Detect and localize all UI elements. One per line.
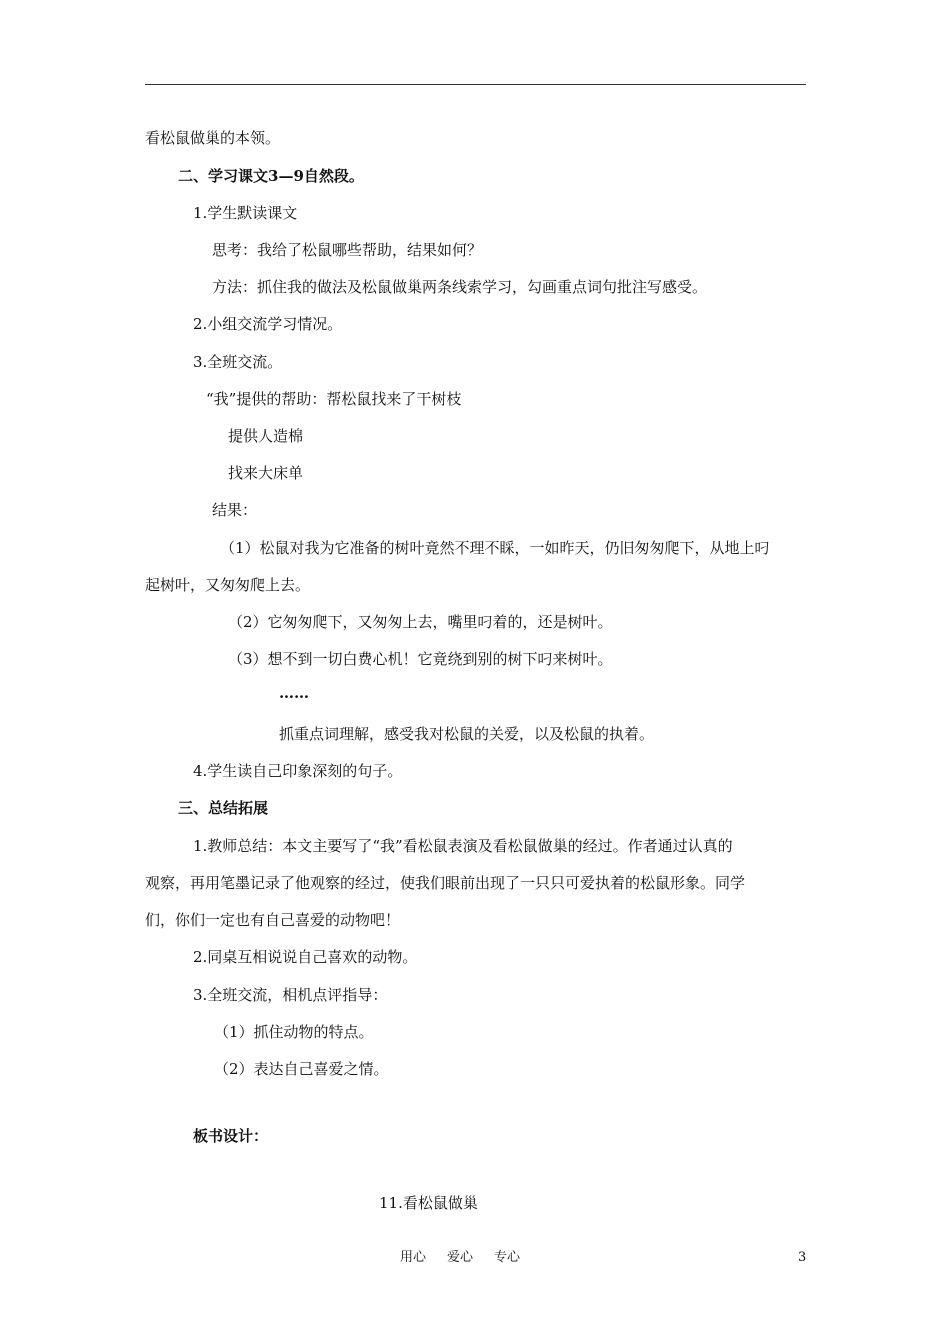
body-line: 找来大床单 [228,464,304,482]
footer-motto-1: 用心 [400,1250,427,1265]
body-line: 3.全班交流，相机点评指导： [193,986,388,1004]
ellipsis: …… [279,684,309,702]
body-line: 抓重点词理解，感受我对松鼠的关爱，以及松鼠的执着。 [279,725,655,743]
section-heading: 二、学习课文3—9自然段。 [178,167,364,185]
section-heading: 三、总结拓展 [178,799,269,817]
body-line: 1.学生默读课文 [193,204,298,222]
body-line: （2）它匆匆爬下，又匆匆上去，嘴里叼着的，还是树叶。 [228,613,613,631]
body-line: 2.同桌互相说说自己喜欢的动物。 [193,948,418,966]
body-line: “我”提供的帮助：帮松鼠找来了干树枝 [206,390,462,408]
page-number: 3 [798,1250,807,1265]
body-line: （3）想不到一切白费心机！它竟绕到别的树下叼来树叶。 [228,650,613,668]
body-line: 方法：抓住我的做法及松鼠做巢两条线索学习，勾画重点词句批注写感受。 [212,278,708,296]
body-line: （1）松鼠对我为它准备的树叶竟然不理不睬，一如昨天，仍旧匆匆爬下，从地上叼 [220,539,770,557]
body-line: 看松鼠做巢的本领。 [145,129,281,147]
body-line: 们，你们一定也有自己喜爱的动物吧！ [145,911,401,929]
body-line: （1）抓住动物的特点。 [214,1023,374,1041]
body-line: 2.小组交流学习情况。 [193,315,343,333]
footer-motto-3: 专心 [494,1250,521,1265]
footer-motto-2: 爱心 [447,1250,474,1265]
body-line: 3.全班交流。 [193,353,283,371]
body-line: 结果： [212,501,258,519]
body-line: （2）表达自己喜爱之情。 [214,1060,389,1078]
body-line: 4.学生读自己印象深刻的句子。 [193,762,403,780]
body-line: 1.教师总结：本文主要写了“我”看松鼠表演及看松鼠做巢的经过。作者通过认真的 [193,837,733,855]
body-line: 提供人造棉 [228,427,304,445]
body-line: 起树叶，又匆匆爬上去。 [145,576,311,594]
body-line: 思考：我给了松鼠哪些帮助，结果如何？ [212,241,483,259]
board-design-heading: 板书设计： [193,1127,269,1145]
body-line: 观察，再用笔墨记录了他观察的经过，使我们眼前出现了一只只可爱执着的松鼠形象。同学 [145,874,746,892]
header-rule [145,84,806,85]
board-title: 11.看松鼠做巢 [379,1194,478,1212]
